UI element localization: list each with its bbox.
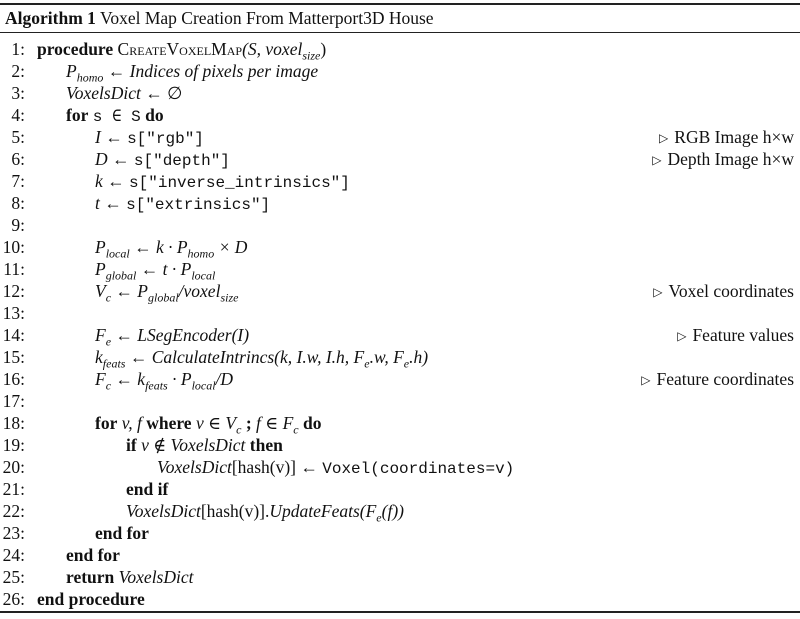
line-number: 20:	[2, 457, 25, 477]
algorithm-line	[0, 500, 800, 525]
algorithm-line	[0, 38, 800, 63]
line-number: 8:	[11, 193, 25, 213]
algorithm-line	[0, 192, 800, 214]
algorithm-line	[0, 104, 800, 126]
comment-triangle-icon: ▷	[653, 285, 663, 299]
line-number: 9:	[11, 215, 25, 235]
algorithm-caption	[5, 6, 434, 30]
line-code: $k_{feats}$ ← CalculateIntrincs(k, I.w, I.h, $F_e.w$, $F_e.h$)	[95, 347, 429, 371]
comment-triangle-icon: ▷	[677, 329, 687, 343]
line-code: D ← s["depth"]	[95, 149, 230, 170]
algorithm-line	[0, 544, 800, 566]
algorithm-line	[0, 368, 800, 393]
line-number: 5:	[11, 127, 25, 147]
algorithm-line	[0, 148, 800, 170]
line-code: t ← s["extrinsics"]	[95, 193, 271, 214]
line-code: for s ∈ S do	[66, 105, 164, 126]
line-code: end if	[126, 479, 169, 499]
line-number: 18:	[2, 413, 25, 433]
keyword: procedure	[37, 39, 114, 59]
line-code: end procedure	[37, 589, 145, 609]
algorithm-line	[0, 522, 800, 544]
algorithm-line	[0, 236, 800, 261]
line-code: procedure CreateVoxelMap(S, voxel$_{size}$)	[37, 39, 327, 63]
line-number: 26:	[2, 589, 25, 609]
line-code: if v ∉ VoxelsDict then	[126, 435, 283, 455]
line-number: 4:	[11, 105, 25, 125]
line-number: 11:	[3, 259, 25, 279]
line-code: $P_{local}$ ← $k \cdot P_{homo} \times D$	[95, 237, 248, 261]
line-number: 1:	[11, 39, 25, 59]
line-comment: ▷ Feature coordinates	[641, 369, 794, 389]
line-code: $F_c$ ← $k_{feats} \cdot P_{local}/D$	[95, 369, 234, 393]
line-code: for v, f where v ∈ $V_c$ ; f ∈ $F_c$ do	[95, 413, 322, 437]
bottom-rule	[0, 611, 800, 613]
line-code: I ← s["rgb"]	[95, 127, 204, 148]
algorithm-line	[0, 478, 800, 500]
line-number: 16:	[2, 369, 25, 389]
comment-triangle-icon: ▷	[659, 131, 669, 145]
line-code: $P_{homo}$ ← Indices of pixels per image	[66, 61, 319, 85]
line-code: $F_e$ ← LSegEncoder(I)	[95, 325, 250, 349]
algorithm-line	[0, 126, 800, 148]
algorithm-line	[0, 588, 800, 610]
algorithm-line	[0, 566, 800, 588]
top-rule	[0, 3, 800, 5]
line-number: 22:	[2, 501, 25, 521]
line-code: end for	[95, 523, 149, 543]
algorithm-line	[0, 170, 800, 192]
line-comment: ▷ Feature values	[677, 325, 794, 345]
line-number: 15:	[2, 347, 25, 367]
line-code: end for	[66, 545, 120, 565]
line-comment: ▷ RGB Image h×w	[659, 127, 794, 147]
comment-triangle-icon: ▷	[652, 153, 662, 167]
line-number: 3:	[11, 83, 25, 103]
line-number: 6:	[11, 149, 25, 169]
procedure-name: CreateVoxelMap	[117, 39, 243, 59]
algorithm-line	[0, 412, 800, 437]
line-number: 23:	[2, 523, 25, 543]
line-code: return VoxelsDict	[66, 567, 194, 587]
line-number: 19:	[2, 435, 25, 455]
algorithm-line	[0, 324, 800, 349]
line-number: 14:	[2, 325, 25, 345]
line-number: 12:	[2, 281, 25, 301]
algorithm-line	[0, 60, 800, 85]
line-code: $V_c$ ← $P_{global}/voxel_{size}$	[95, 281, 239, 305]
algorithm-line	[0, 346, 800, 371]
line-number: 25:	[2, 567, 25, 587]
line-number: 10:	[2, 237, 25, 257]
algorithm-line	[0, 434, 800, 456]
algorithm-line	[0, 390, 800, 412]
line-number: 13:	[2, 303, 25, 323]
line-number: 24:	[2, 545, 25, 565]
line-number: 2:	[11, 61, 25, 81]
algorithm-line	[0, 302, 800, 324]
line-comment: ▷ Voxel coordinates	[653, 281, 794, 301]
algorithm-line	[0, 280, 800, 305]
line-comment: ▷ Depth Image h×w	[652, 149, 794, 169]
line-code: VoxelsDict ← ∅	[66, 83, 183, 103]
line-number: 21:	[2, 479, 25, 499]
line-code: k ← s["inverse_intrinsics"]	[95, 171, 350, 192]
line-number: 17:	[2, 391, 25, 411]
algorithm-line	[0, 214, 800, 236]
line-code: VoxelsDict[hash(v)] ← Voxel(coordinates=v)	[157, 457, 515, 478]
algorithm-line	[0, 456, 800, 478]
line-number: 7:	[11, 171, 25, 191]
algorithm-line	[0, 258, 800, 283]
algorithm-label: Algorithm 1	[5, 8, 96, 28]
line-code: $P_{global}$ ← $t \cdot P_{local}$	[95, 259, 216, 283]
algorithm-line	[0, 82, 800, 104]
algorithm-title: Voxel Map Creation From Matterport3D House	[99, 8, 434, 28]
caption-rule	[0, 32, 800, 33]
line-code: $VoxelsDict[hash(v)].UpdateFeats(F_e(f))$	[126, 501, 404, 525]
comment-triangle-icon: ▷	[641, 373, 651, 387]
